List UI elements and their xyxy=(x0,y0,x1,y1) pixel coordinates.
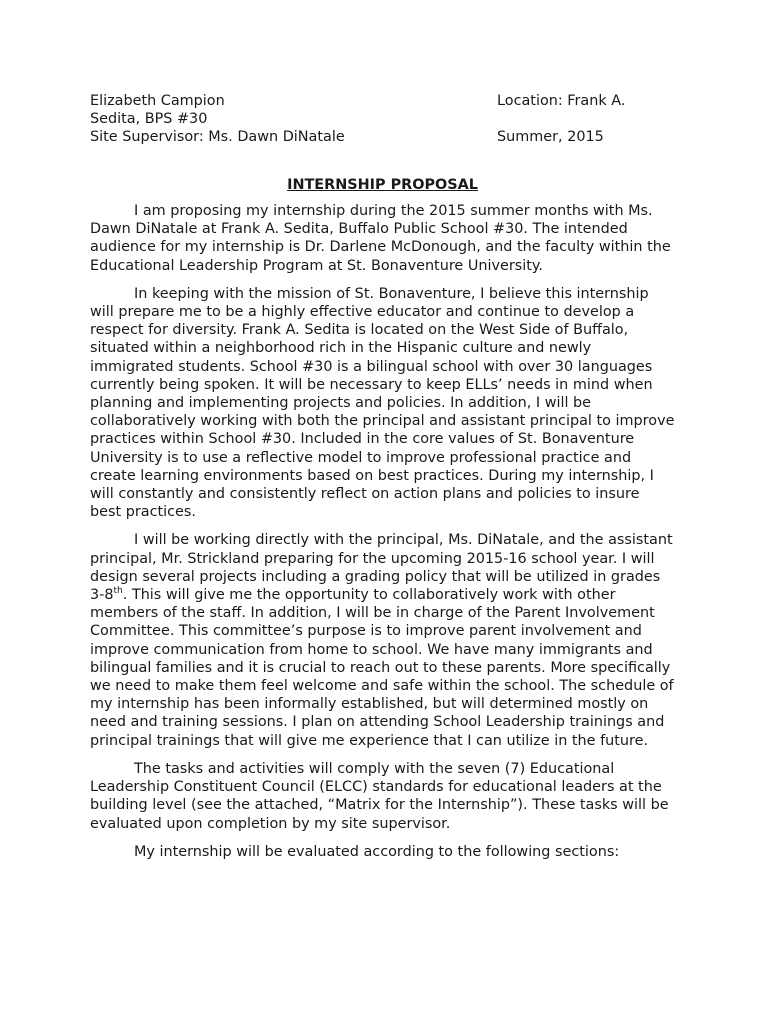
document-title: INTERNSHIP PROPOSAL xyxy=(287,177,478,193)
header-row-2 xyxy=(90,110,675,128)
location-label: Location: Frank A. xyxy=(497,93,626,109)
ordinal-superscript: th xyxy=(113,586,123,597)
term-label: Summer, 2015 xyxy=(497,129,604,145)
header-row-3 xyxy=(90,128,675,146)
header-row-1 xyxy=(90,92,675,110)
paragraph-standards: The tasks and activities will comply with the seven (7) Educational Leadership Constituent Council (ELCC) standards for educational leaders at the building level (see the attached, “Matrix for the Internship”). These tasks will be evaluated upon completion by my site supervisor. xyxy=(90,760,669,832)
document-page xyxy=(90,92,675,871)
duties-text-part1: I will be working directly with the principal, Ms. DiNatale, and the assistant principal, Mr. Strickland preparing for the upcoming 2015-16 school year. I will design several projects including a grading policy that will be utilized in grades 3-8 xyxy=(90,532,673,604)
paragraph-duties xyxy=(90,531,675,749)
duties-text-part2: . This will give me the opportunity to collaboratively work with other members of the staff. In addition, I will be in charge of the Parent Involvement Committee. This committee’s purpose is to improve parent involvement and improve communication from home to school. We have many immigrants and bilingual families and it is crucial to reach out to these parents. More specifically we need to make them feel welcome and safe within the school. The schedule of my internship has been informally established, but will determined mostly on need and training sessions. I plan on attending School Leadership trainings and principal trainings that will give me experience that I can utilize in the future. xyxy=(90,587,674,749)
school-name: Sedita, BPS #30 xyxy=(90,111,208,127)
site-supervisor: Site Supervisor: Ms. Dawn DiNatale xyxy=(90,129,345,145)
paragraph-evaluation: My internship will be evaluated according to the following sections: xyxy=(134,843,620,860)
paragraph-intro: I am proposing my internship during the 2015 summer months with Ms. Dawn DiNatale at Frank A. Sedita, Buffalo Public School #30. The intended audience for my internship is Dr. Darlene McDonough, and the faculty within the Educational Leadership Program at St. Bonaventure University. xyxy=(90,203,671,274)
paragraph-mission: In keeping with the mission of St. Bonaventure, I believe this internship will prepare me to be a highly effective educator and continue to develop a respect for diversity. Frank A. Sedita is located on the West Side of Buffalo, situated within a neighborhood rich in the Hispanic culture and newly immigrated students. School #30 is a bilingual school with over 30 languages currently being spoken. It will be necessary to keep ELLs’ needs in mind when planning and implementing projects and policies. In addition, I will be collaboratively working with both the principal and assistant principal to improve practices within School #30. Included in the core values of St. Bonaventure University is to use a reflective model to improve professional practice and create learning environments based on best practices. During my internship, I will constantly and consistently reflect on action plans and policies to insure best practices. xyxy=(90,285,675,521)
author-name: Elizabeth Campion xyxy=(90,93,225,109)
